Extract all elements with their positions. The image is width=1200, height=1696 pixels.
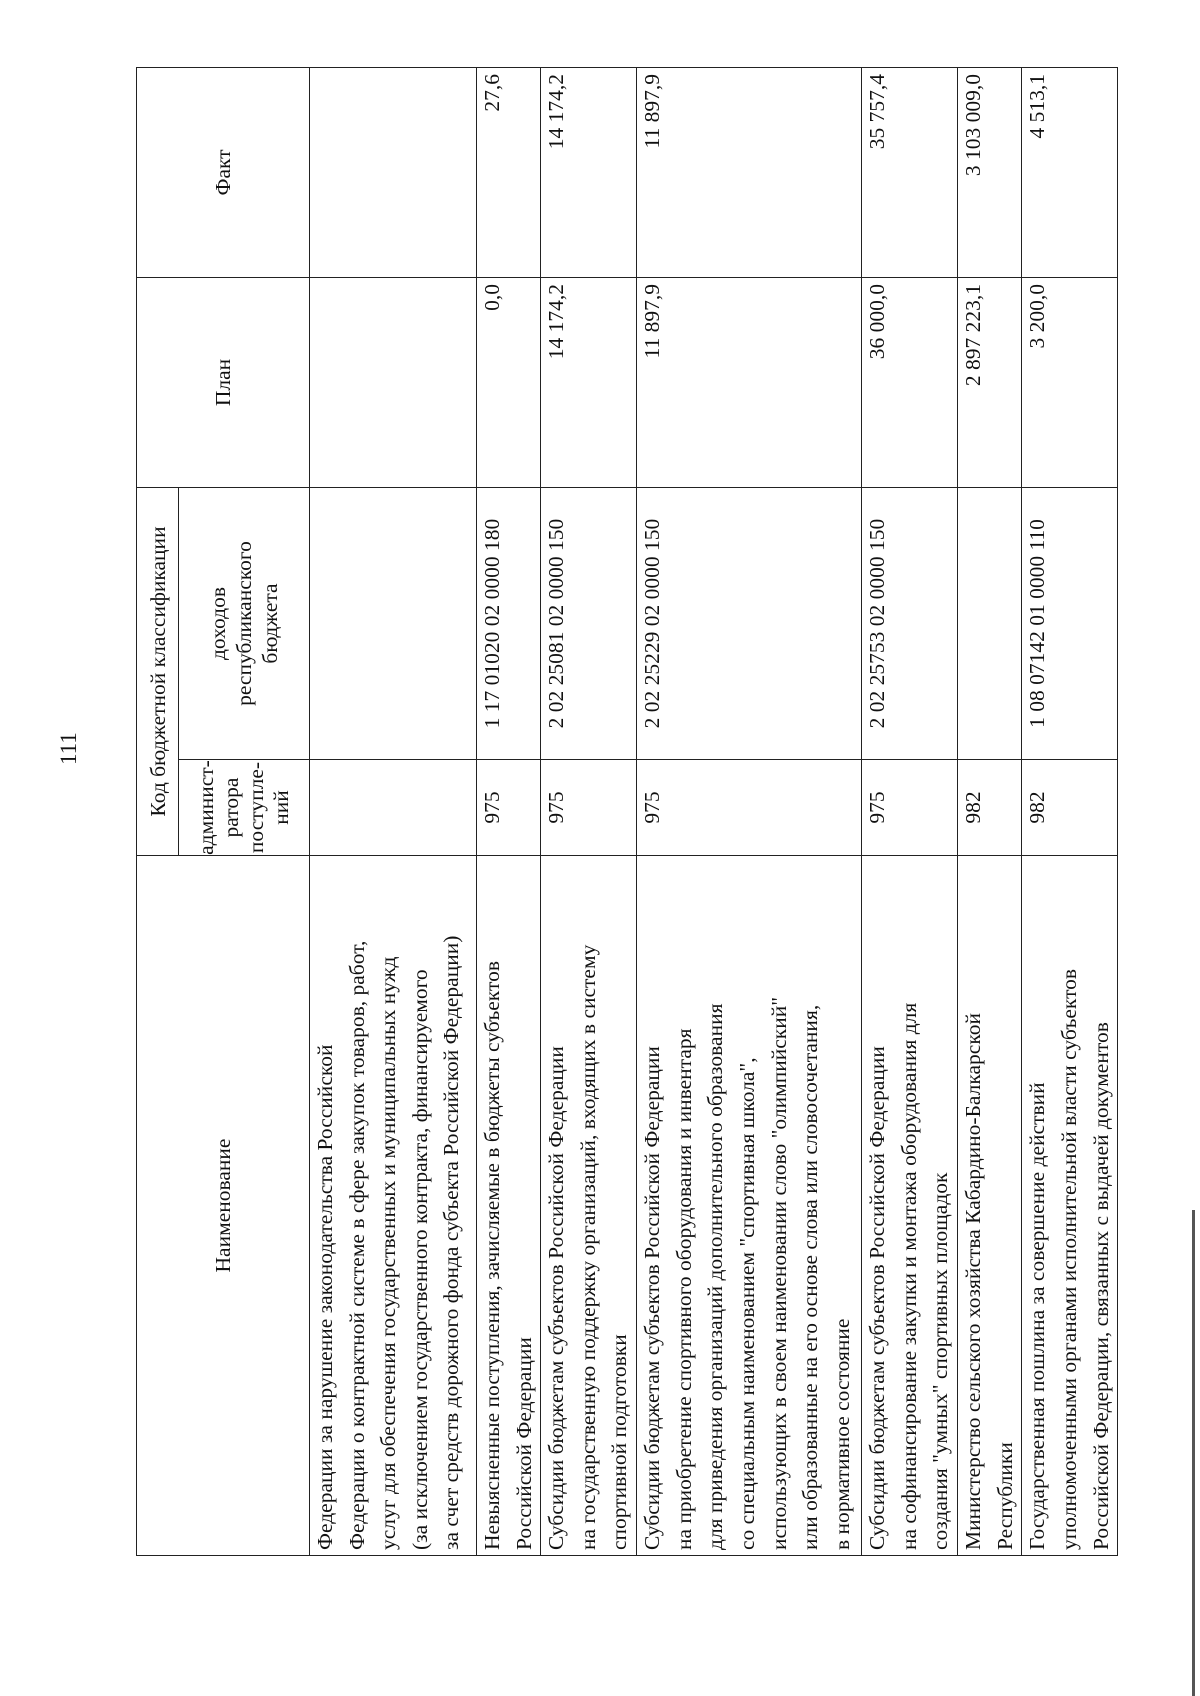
header-income-line: бюджета (258, 583, 282, 664)
row-name-line: спортивной подготовки (607, 1334, 632, 1550)
row-name-line: Федерации за нарушение законодательства Российской (313, 1044, 337, 1550)
row-name-line: за счет средств дорожного фонда субъекта Российской Федерации) (439, 935, 464, 1550)
table-row (958, 67, 1022, 1555)
row-name-line: Субсидии бюджетам субъектов Российской Федерации (544, 1046, 569, 1550)
table-row (310, 67, 477, 1555)
row-name-line: Российской Федерации (511, 1337, 536, 1550)
row-name-line: для приведения организаций дополнительного образования (703, 1003, 728, 1550)
table-row (862, 67, 958, 1555)
row-name-line: Российской Федерации, связанных с выдачей документов (1088, 1022, 1113, 1550)
row-admin-code: 975 (862, 760, 958, 856)
row-plan (310, 277, 477, 487)
row-admin-code: 975 (541, 760, 637, 856)
row-name-line: Субсидии бюджетам субъектов Российской Федерации (640, 1046, 665, 1550)
row-income-code: 2 02 25229 02 0000 150 (637, 487, 862, 759)
row-name-line: Субсидии бюджетам субъектов Российской Федерации (865, 1046, 890, 1550)
row-name-line: на приобретение спортивного оборудования и инвентаря (671, 1028, 696, 1550)
row-name-line: создания "умных" спортивных площадок (928, 1172, 953, 1550)
header-admin-line: ний (269, 790, 293, 825)
table-row (541, 67, 637, 1555)
row-name-line: Государственная пошлина за совершение действий (1025, 1082, 1050, 1550)
header-income-line: республиканского (232, 541, 256, 706)
row-name (541, 856, 637, 1556)
row-admin-code (310, 760, 477, 856)
row-name (862, 856, 958, 1556)
row-name-line: (за исключением государственного контракта, финансируемого (407, 969, 432, 1550)
row-admin-code: 975 (477, 760, 541, 856)
header-admin-line: админист- (194, 760, 218, 855)
row-name-line: использующих в своем наименовании слово "олимпийский" (766, 997, 791, 1550)
row-fact: 3 103 009,0 (958, 67, 1022, 277)
row-fact: 14 174,2 (541, 67, 637, 277)
table-row (1022, 67, 1118, 1555)
header-admin (179, 760, 310, 856)
row-plan: 11 897,9 (637, 277, 862, 487)
header-fact: Факт (137, 67, 310, 277)
row-plan: 14 174,2 (541, 277, 637, 487)
row-plan: 2 897 223,1 (958, 277, 1022, 487)
scan-edge-line (1192, 1210, 1195, 1696)
row-income-code (958, 487, 1022, 759)
row-fact (310, 67, 477, 277)
row-name (1022, 856, 1118, 1556)
row-fact: 4 513,1 (1022, 67, 1118, 277)
row-fact: 35 757,4 (862, 67, 958, 277)
budget-revenue-table (136, 67, 1118, 1556)
row-name-line: или образованные на его основе слова или словосочетания, (798, 1004, 823, 1550)
row-income-code (310, 487, 477, 759)
row-name-line: в нормативное состояние (829, 1318, 854, 1550)
row-admin-code: 975 (637, 760, 862, 856)
row-name (958, 856, 1022, 1556)
row-name (310, 856, 477, 1556)
row-name-line: Невыясненные поступления, зачисляемые в бюджеты субъектов (480, 961, 504, 1550)
row-name-line: Республики (992, 1442, 1017, 1550)
header-admin-line: поступле- (244, 761, 268, 854)
row-name-line: услуг для обеспечения государственных и муниципальных нужд (376, 956, 401, 1550)
row-name-line: уполномоченными органами исполнительной власти субъектов (1056, 968, 1081, 1550)
header-code-group: Код бюджетной классификации (137, 487, 179, 855)
row-name (477, 856, 541, 1556)
header-income-line: доходов (206, 586, 230, 661)
row-income-code: 2 02 25753 02 0000 150 (862, 487, 958, 759)
header-admin-line: ратора (219, 777, 243, 838)
row-fact: 11 897,9 (637, 67, 862, 277)
row-name-line: на государственную поддержку организаций, входящих в систему (575, 944, 600, 1550)
rotated-page-content (136, 68, 1113, 1556)
row-plan: 3 200,0 (1022, 277, 1118, 487)
row-plan: 36 000,0 (862, 277, 958, 487)
row-fact: 27,6 (477, 67, 541, 277)
row-income-code: 2 02 25081 02 0000 150 (541, 487, 637, 759)
page-number: 111 (56, 732, 81, 765)
row-name-line: Министерство сельского хозяйства Кабардино-Балкарской (961, 1013, 986, 1550)
table-row (637, 67, 862, 1555)
row-income-code: 1 17 01020 02 0000 180 (477, 487, 541, 759)
row-admin-code: 982 (1022, 760, 1118, 856)
row-name-line: со специальным наименованием "спортивная школа", (734, 1057, 759, 1550)
header-plan: План (137, 277, 310, 487)
row-income-code: 1 08 07142 01 0000 110 (1022, 487, 1118, 759)
row-admin-code: 982 (958, 760, 1022, 856)
row-name-line: на софинансирование закупки и монтажа оборудования для (896, 1002, 921, 1550)
row-name (637, 856, 862, 1556)
header-name: Наименование (137, 856, 310, 1556)
table-row (477, 67, 541, 1555)
row-name-line: Федерации о контрактной системе в сфере закупок товаров, работ, (344, 940, 369, 1550)
header-income (179, 487, 310, 759)
row-plan: 0,0 (477, 277, 541, 487)
header-row-top (137, 67, 179, 1555)
